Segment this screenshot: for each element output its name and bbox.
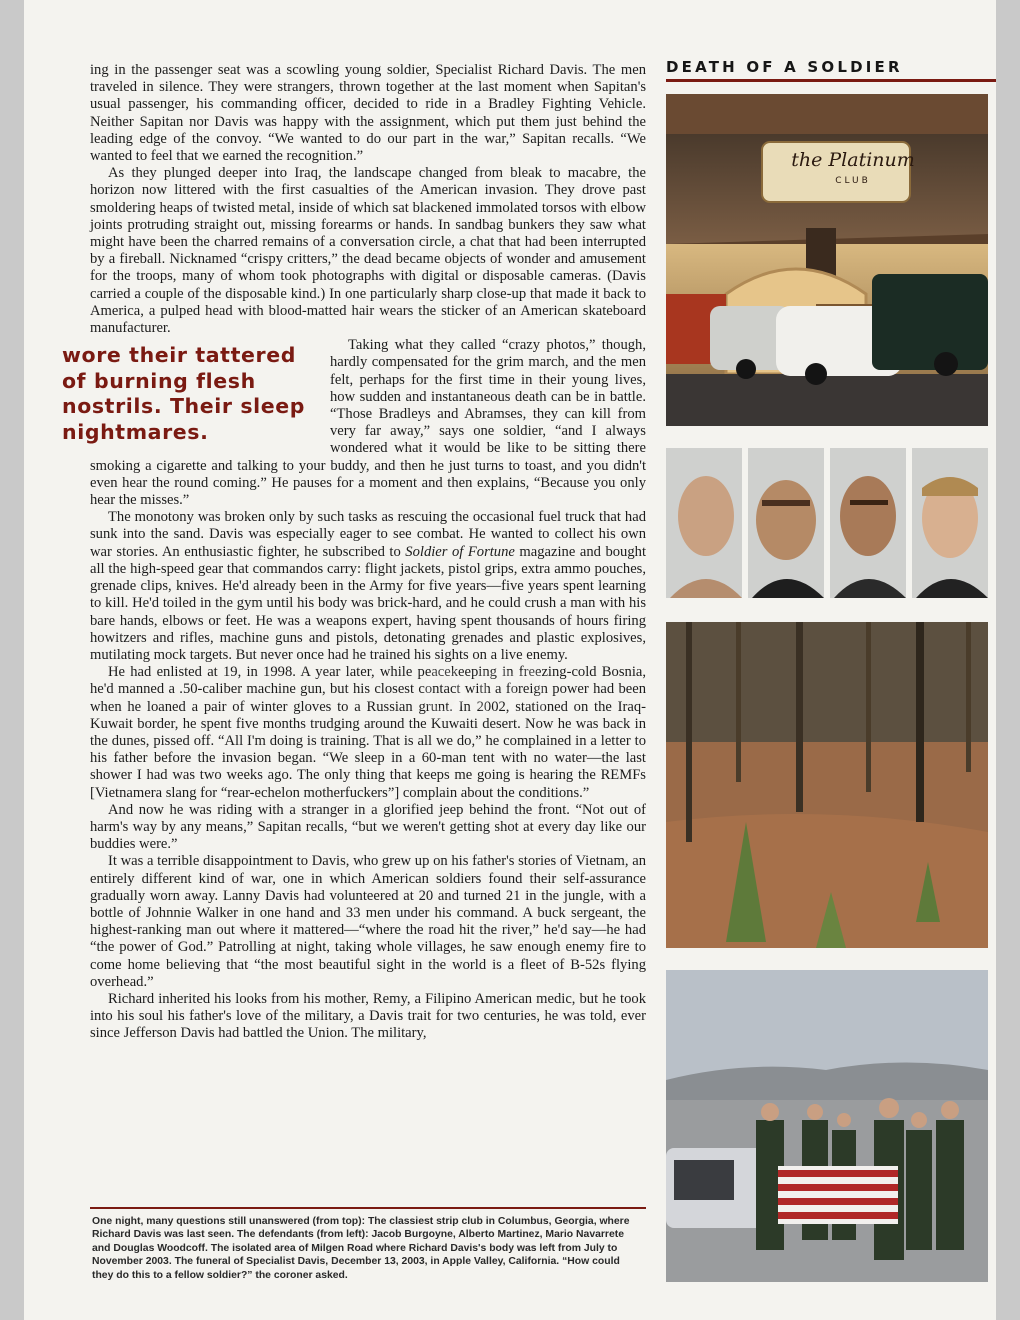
magazine-title: Soldier of Fortune <box>405 543 515 560</box>
article-paragraph: Richard inherited his looks from his mother, Remy, a Filipino American medic, but he took into his soul his father's love of the military, a Davis trait for two centuries, he was told, ever since Jefferson Davis had battled the Union. The military, <box>90 990 646 1042</box>
funeral-photo <box>666 970 988 1282</box>
article-paragraph: He had enlisted at 19, in 1998. A year later, while peacekeeping in freezing-cold Bosnia, he'd manned a .50-caliber machine gun, but his closest contact with a foreign power had been when he loaned a pair of winter gloves to a Russian grunt. In 2002, stationed on the Iraq-Kuwait border, he spent five months trudging around the Kuwaiti desert. Now he was back in the dunes, pissed off. “All I'm doing is training. That is all we do,” he complained in a letter to his father before the invasion began. “We sleep in a 60-man tent with no water—the last shower I had was two weeks ago. The only thing that keeps me going is hearing the REMFs [Vietnamera slang for “rear-echelon motherfuckers”] complain about the conditions.” <box>90 664 646 801</box>
article-paragraph: ing in the passenger seat was a scowling young soldier, Specialist Richard Davis. The men traveled in silence. They were strangers, thrown together at the last moment when Sapitan's usual passenger, his commanding officer, decided to ride in a Bradley Fighting Vehicle. Neither Sapitan nor Davis was happy with the assignment, which put them just behind the leading edge of the convoy. “We wanted to do our part in the war,” Sapitan recalls. “We wanted to feel that we earned the recognition.” <box>90 62 646 165</box>
flag-draped-casket <box>778 1166 898 1224</box>
caption-rule <box>90 1207 646 1209</box>
club-sign-text: the Platinum <box>791 149 915 171</box>
article-paragraph: As they plunged deeper into Iraq, the landscape changed from bleak to macabre, the horizon now littered with the first casualties of the American invasion. They drove past smoldering heaps of twisted metal, inside of which sat blackened immolated torsos with elbow joints protruding straight out, missing forearms or hands. In sandbag bunkers they saw what might have been the charred remains of a conversation circle, a chat that had been interrupted by a fireball. Nicknamed “crispy critters,” the dead became objects of wonder and amusement for the troops, many of whom took photographs with digital or disposable cameras. (Davis carried a couple of the disposable kind.) In one particularly sharp close-up that made it back to America, a pulped head with blood-matted hair wears the sticker of an American skateboard manufacturer. <box>90 165 646 337</box>
club-sign-subtext: CLUB <box>835 176 871 186</box>
pull-quote-wrap <box>62 337 646 509</box>
article-paragraph: It was a terrible disappointment to Davis, who grew up on his father's stories of Vietnam, an entirely different kind of war, one in which American soldiers found their self-assurance gradually worn away. Lanny Davis had volunteered at 20 and turned 21 in the jungle, with a bottle of Johnnie Walker in one hand and 33 men under his command. A buck sergeant, the highest-ranking man out where it mattered—“where the road hit the river,” he'd say—he had “the power of God.” Patrolling at night, taking whole villages, he saw enough enemy fire to come home believing that “the most beautiful sight in the world is a fleet of B-52s flying overhead.” <box>90 853 646 990</box>
defendants-mugshots <box>666 448 988 598</box>
pull-quote-line: nostrils. Their sleep <box>62 394 306 419</box>
pull-quote-line: wore their tattered <box>62 343 296 368</box>
pull-quote <box>62 343 314 445</box>
mugshot-4 <box>912 448 988 598</box>
milgen-road-photo <box>666 622 988 948</box>
article-paragraph: And now he was riding with a stranger in a glorified jeep behind the front. “Not out of harm's way by any means,” Sapitan recalls, “but we weren't getting shot at every day like our buddies were.” <box>90 801 646 853</box>
article-column <box>62 62 646 1043</box>
mugshot-3 <box>830 448 906 598</box>
mugshot-2 <box>748 448 824 598</box>
section-title-rule <box>666 79 996 82</box>
mugshot-1 <box>666 448 742 598</box>
pull-quote-line: of burning flesh <box>62 368 256 393</box>
article-text: magazine and bought all the high-speed gear that commandos carry: flight jackets, pistol grips, extra ammo pouches, grenade clips, knives. He'd already been in the Army for five years—five years spent learning to kill. He'd toiled in the gym until his body was brick-hard, and he could crush a man with his bare hands, elbows or feet. He was a weapons expert, having spent thousands of hours firing howitzers and rifles, machine guns and pistols, detonating grenades and plastic explosives, mutilating mock targets. But never once had he trained his sights on a live enemy. <box>90 543 646 663</box>
article-paragraph: Taking what they called “crazy photos,” though, hardly compensated for the grim march, and the men felt, perhaps for the first time in their young lives, how sudden and instantaneous death can be in battle. “Those Bradleys and Abramses, they can kill from very far away,” says one soldier, “and I always wondered what it would be like to be sitting there smoking a cigarette and talking to your buddy, and then he just turns to toast, and you didn't even hear the round coming.” He pauses for a moment and then explains, “Because you only hear the misses.” <box>90 337 646 509</box>
pull-quote-line: nightmares. <box>62 419 209 444</box>
photo-caption: One night, many questions still unanswered (from top): The classiest strip club in Columbus, Georgia, where Richard Davis was last seen. The defendants (from left): Jacob Burgoyne, Alberto Martinez, Mario Navarrete and Douglas Woodcoff. The isolated area of Milgen Road where Richard Davis's body was left from July to November 2003. The funeral of Specialist Davis, December 13, 2003, in Apple Valley, California. “How could they do this to a fellow soldier?” the coroner asked. <box>92 1216 630 1281</box>
section-title: DEATH OF A SOLDIER <box>666 58 903 76</box>
article-text: The monotony was broken only by such tasks as rescuing the occasional fuel truck that had sunk into the sand. Davis was especially eager to see combat. He wanted to collect his own war stories. An enthusiastic fighter, he subscribed to <box>90 509 646 560</box>
club-exterior-photo <box>666 94 988 426</box>
article-paragraph <box>90 509 646 664</box>
